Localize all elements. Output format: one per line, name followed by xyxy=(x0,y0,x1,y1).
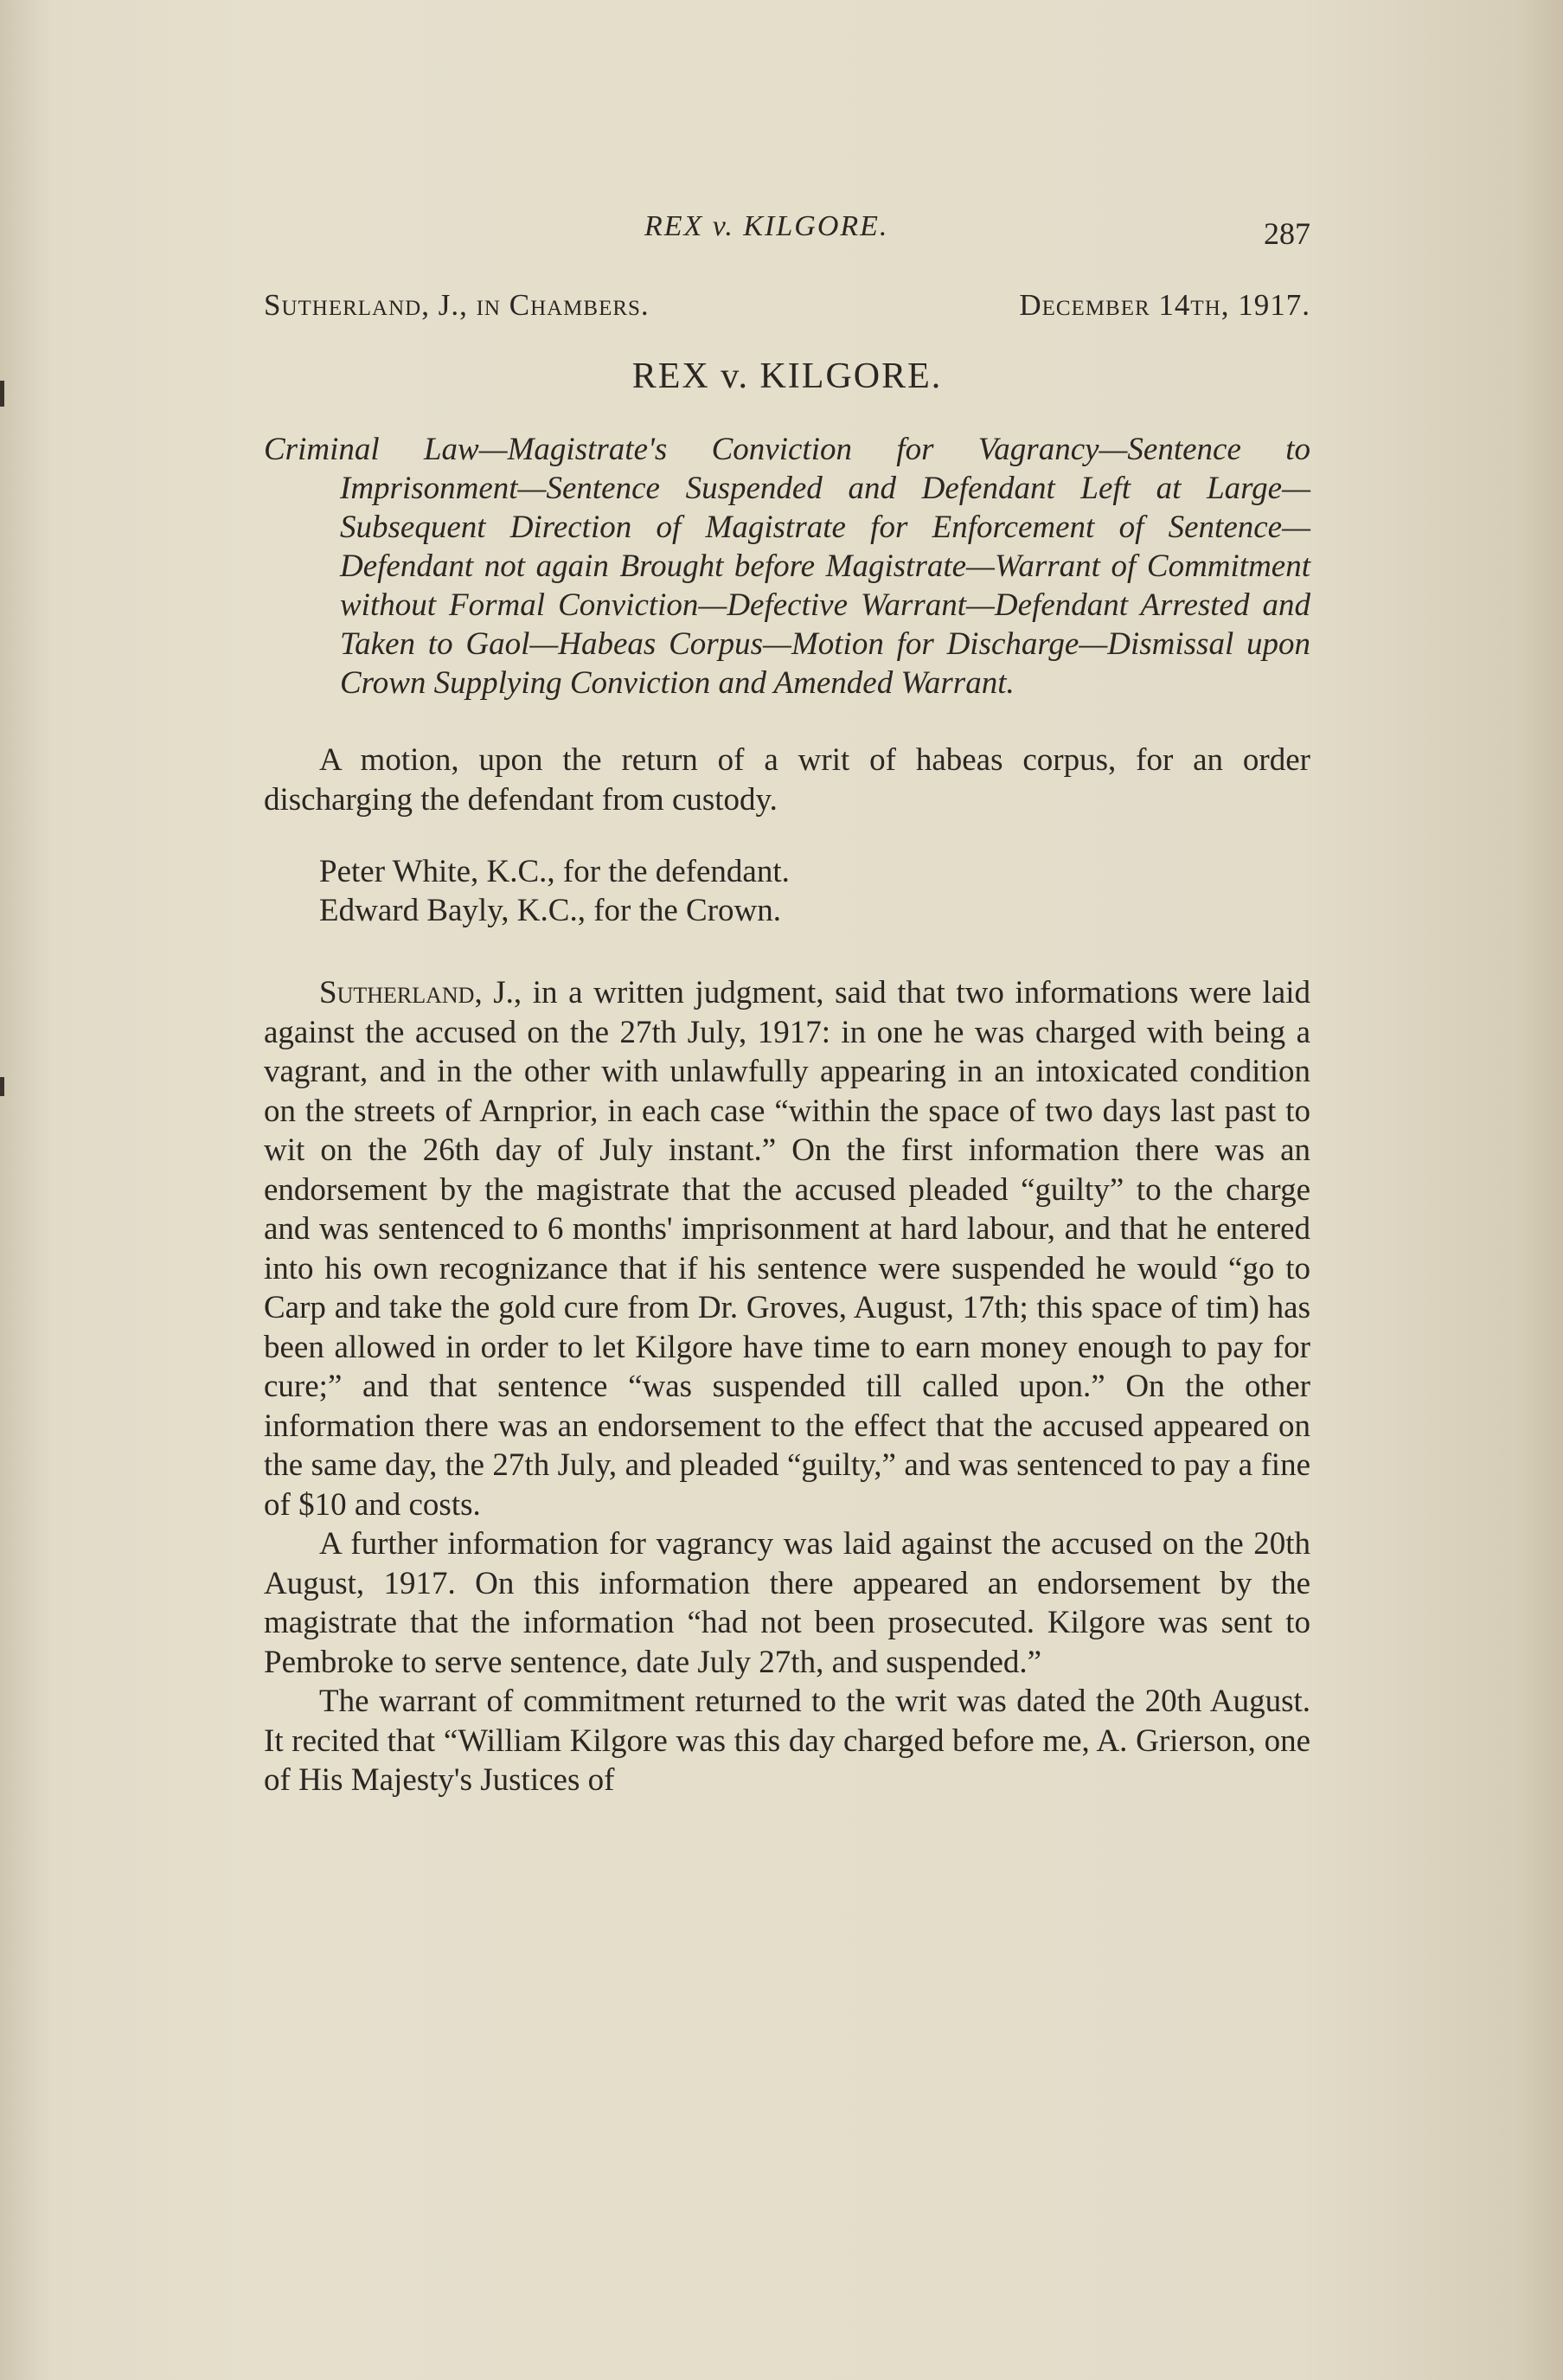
page-edge-mark xyxy=(0,1077,4,1096)
running-head xyxy=(264,195,1310,255)
headnote: Criminal Law—Magistrate's Conviction for Vagrancy—Sentence to Imprisonment—Sentence Suspended and Defendant Left at Large—Subsequent Direction of Magistrate for Enforcement of Sentence—Defendant not again Brought before Magistrate—Warrant of Commitment without Formal Conviction—Defective Warrant—Defendant Arrested and Taken to Gaol—Habeas Corpus—Motion for Discharge—Dismissal upon Crown Supplying Conviction and Amended Warrant. xyxy=(264,432,1310,701)
running-head-title: REX v. KILGORE. xyxy=(644,210,889,242)
decision-date: December 14th, 1917. xyxy=(1019,288,1310,322)
judge-name: Sutherland xyxy=(319,975,475,1010)
case-title: REX v. KILGORE. xyxy=(631,356,943,396)
judgment-text: , J., in a written judgment, said that two informations were laid against the accused on the 27th July, 1917: in one he was charged with being a vagrant, and in the other with unlawfully appearing in an intoxicated condition on the streets of Arnprior, in each case “within the space of two days last past to wit on the 26th day of July instant.” On the first information there was an endorsement by the magistrate that the accused pleaded “guilty” to the charge and was sentenced to 6 months' imprisonment at hard labour, and that he entered into his own recognizance that if his sentence were suspended he would “go to Carp and take the gold cure from Dr. Groves, August, 17th; this space of tim) has been allowed in order to let Kilgore have time to earn money enough to pay for cure;” and that sentence “was suspended till called upon.” On the other information there was an endorsement to the effect that the accused appeared on the same day, the 27th July, and pleaded “guilty,” and was sentenced to pay a fine of $10 and costs. xyxy=(264,975,1310,1523)
judgment-paragraph: The warrant of commitment returned to the writ was dated the 20th August. It recited that “William Kilgore was this day charged before me, A. Grierson, one of His Majesty's Justices of xyxy=(264,1684,1310,1798)
court-line xyxy=(264,288,1310,323)
text-block xyxy=(264,195,1310,1800)
counsel-list xyxy=(264,852,1310,930)
judgment-paragraph xyxy=(264,973,1310,1524)
page-number: 287 xyxy=(1264,216,1310,251)
counsel-defendant: Peter White, K.C., for the defendant. xyxy=(319,854,790,889)
motion-paragraph: A motion, upon the return of a writ of habeas corpus, for an order discharging the defendant from custody. xyxy=(264,742,1310,818)
page-edge-mark xyxy=(0,381,4,407)
counsel-crown: Edward Bayly, K.C., for the Crown. xyxy=(319,893,782,928)
judgment-paragraph: A further information for vagrancy was laid against the accused on the 20th August, 1917. On this information there appeared an endorsement by the magistrate that the information “had not been prosecuted. Kilgore was sent to Pembroke to serve sentence, date July 27th, and suspended.” xyxy=(264,1526,1310,1680)
judge-chambers: Sutherland, J., in Chambers. xyxy=(264,288,650,322)
